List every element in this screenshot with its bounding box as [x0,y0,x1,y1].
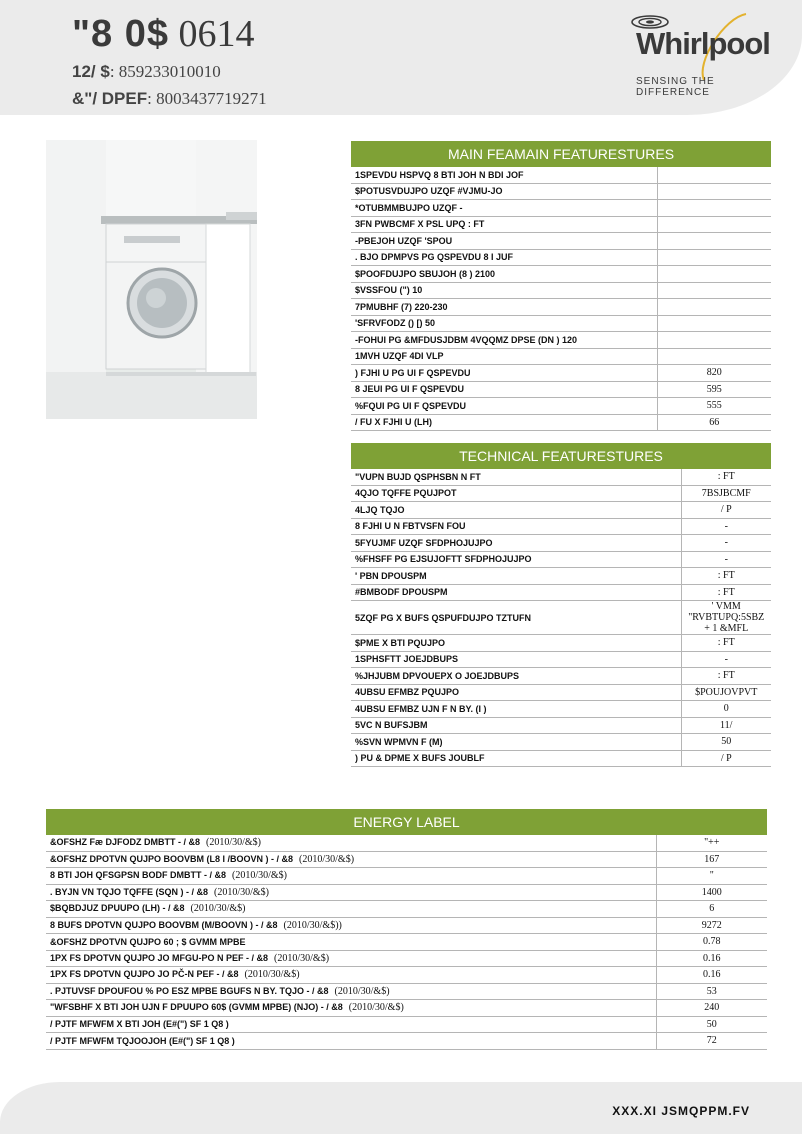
spec-label-text: ) PU & DPME X BUFS JOUBLF [355,753,485,764]
spec-label-text: &OFSHZ DPOTVN QUJPO BOOVBM (L8 I /BOOVN ) - / &8 [50,853,294,864]
spec-label [351,365,657,382]
spec-value: 50 [656,1016,767,1033]
spec-value [657,183,771,200]
spec-value [657,332,771,349]
table-row [351,266,771,283]
spec-value: - [681,535,771,552]
spec-label-text: 4LJQ TQJO [355,504,405,515]
spec-value: "++ [656,835,767,851]
whirlpool-logo [628,10,778,98]
spec-value [657,315,771,332]
table-row [351,734,771,751]
spec-label-text: 1MVH UZQF 4DI VLP [355,351,444,362]
spec-label-text: / PJTF MFWFM TQJOOJOH (E#(") SF 1 Q8 ) [50,1035,235,1046]
spec-label-suffix: (2010/30/&$) [348,1002,404,1014]
spec-label-text: . BJO DPMPVS PG QSPEVDU 8 I JUF [355,252,514,263]
table-row [351,568,771,585]
table-row [351,332,771,349]
spec-label [351,518,681,535]
table-row [351,216,771,233]
product-code-value: : 859233010010 [109,62,221,81]
spec-label [351,249,657,266]
spec-label-suffix: (2010/30/&$) [232,870,288,882]
spec-value: 0.78 [656,934,767,951]
spec-label-text: . PJTUVSF DPOUFOU % PO ESZ MPBE BGUFS N BY. TQJO - / &8 [50,985,329,996]
spec-value: ' VMM "RVBTUPQ:5SBZ + 1 &MFL [681,601,771,635]
spec-value: : FT [681,469,771,485]
spec-value: 9272 [656,917,767,934]
spec-label [351,750,681,767]
spec-label [46,983,656,1000]
main-features-header: MAIN FEAMAIN FEATURESTURES [351,141,771,167]
spec-label [351,485,681,502]
model-code [72,12,254,56]
table-row [351,348,771,365]
spec-label-text: ) FJHI U PG UI F QSPEVDU [355,367,471,378]
product-code-label: 12/ $ [72,62,110,81]
spec-label-suffix: (2010/30/&$) [206,837,261,849]
spec-label [351,348,657,365]
table-row [46,868,767,885]
table-row [351,365,771,382]
spec-value: 0.16 [656,950,767,967]
table-row [351,551,771,568]
spec-label [351,398,657,415]
table-row [46,983,767,1000]
spec-value: 11/ [681,717,771,734]
spec-label [351,568,681,585]
spec-label [46,868,656,885]
table-row [351,414,771,431]
spec-label-text: 1SPEVDU HSPVQ 8 BTI JOH N BDI JOF [355,169,524,180]
spec-label-text: "VUPN BUJD QSPHSBN N FT [355,471,481,482]
table-row [351,535,771,552]
spec-label [351,601,681,635]
spec-value: 50 [681,734,771,751]
spec-label [46,967,656,984]
spec-label-text: 1SPHSFTT JOEJDBUPS [355,654,459,665]
spec-label [46,835,656,851]
spec-label-text: -FOHUI PG &MFDUSJDBM 4VQQMZ DPSE (DN ) 120 [355,334,578,345]
spec-value: : FT [681,584,771,601]
spec-value: 240 [656,1000,767,1017]
table-row [351,502,771,519]
table-row [351,249,771,266]
spec-value: 66 [657,414,771,431]
spec-label [351,469,681,485]
spec-label [46,1016,656,1033]
spec-label-text: %SVN WPMVN F (M) [355,736,443,747]
table-row [351,200,771,217]
spec-label-text: 3FN PWBCMF X PSL UPQ : FT [355,219,485,230]
spec-value: : FT [681,668,771,685]
table-row [351,299,771,316]
spec-label-text: $POTUSVDUJPO UZQF #VJMU-JO [355,186,503,197]
spec-value [657,299,771,316]
table-row [351,651,771,668]
spec-label-text: #BMBODF DPOUSPM [355,587,448,598]
ean-code-label: &"/ DPEF [72,89,148,108]
spec-label-text: / FU X FJHI U (LH) [355,417,432,428]
spec-value: 53 [656,983,767,1000]
table-row [46,901,767,918]
table-row [351,485,771,502]
spec-value: : FT [681,568,771,585]
table-row [46,934,767,951]
table-row [351,584,771,601]
spec-label-text: $BQBDJUZ DPUUPO (LH) - / &8 [50,903,185,914]
spec-label-text: $VSSFOU (") 10 [355,285,423,296]
spec-label [351,216,657,233]
spec-value: 167 [656,851,767,868]
spec-value [657,233,771,250]
spec-label-text: 4UBSU EFMBZ PQUJPO [355,687,460,698]
spec-value: : FT [681,635,771,652]
technical-features-table [351,469,771,767]
spec-label [351,701,681,718]
table-row [46,851,767,868]
spec-label-text: 8 JEUI PG UI F QSPEVDU [355,384,465,395]
spec-label-text: 8 FJHI U N FBTVSFN FOU [355,521,466,532]
table-row [351,635,771,652]
spec-label [351,651,681,668]
spec-label-text: 8 BTI JOH QFSGPSN BODF DMBTT - / &8 [50,870,227,881]
spec-label [351,381,657,398]
spec-value: 595 [657,381,771,398]
table-row [351,381,771,398]
table-row [351,282,771,299]
spec-label-text: 1PX FS DPOTVN QUJPO JO PČ-N PEF - / &8 [50,969,239,980]
spec-label-text: -PBEJOH UZQF 'SPOU [355,235,453,246]
spec-label [351,299,657,316]
table-row [351,183,771,200]
spec-label [351,535,681,552]
spec-label [351,551,681,568]
spec-label-text: 8 BUFS DPOTVN QUJPO BOOVBM (M/BOOVN ) - / &8 [50,919,278,930]
table-row [351,701,771,718]
spec-value: 6 [656,901,767,918]
spec-label [351,414,657,431]
spec-label [351,717,681,734]
table-row [46,835,767,851]
washing-machine-image [46,140,257,419]
spec-label [351,332,657,349]
spec-label-text: / PJTF MFWFM X BTI JOH (E#(") SF 1 Q8 ) [50,1019,229,1030]
main-features-table [351,167,771,431]
spec-label [351,233,657,250]
spec-label [351,167,657,183]
spec-label-suffix: (2010/30/&$) [190,903,246,915]
energy-label-header: ENERGY LABEL [46,809,767,835]
spec-label [351,684,681,701]
spec-label-text: . BYJN VN TQJO TQFFE (SQN ) - / &8 [50,886,209,897]
spec-label-text: %JHJUBM DPVOUEPX O JOEJDBUPS [355,670,520,681]
spec-label [46,901,656,918]
spec-label [351,734,681,751]
spec-label [351,266,657,283]
spec-value: 555 [657,398,771,415]
spec-value: 820 [657,365,771,382]
spec-label-suffix: (2010/30/&$) [244,969,300,981]
spec-value: / P [681,750,771,767]
product-code-line [72,62,221,82]
spec-value [657,348,771,365]
spec-value: 1400 [656,884,767,901]
table-row [46,1033,767,1050]
spec-label [46,950,656,967]
spec-label-text: 4QJO TQFFE PQUJPOT [355,488,457,499]
table-row [351,398,771,415]
spec-label-text: 4UBSU EFMBZ UJN F N BY. (I ) [355,703,487,714]
spec-label-suffix: (2010/30/&$) [334,985,390,997]
spec-label-text: ' PBN DPOUSPM [355,570,427,581]
table-row [351,717,771,734]
spec-value: - [681,651,771,668]
spec-label [351,668,681,685]
spec-value [657,282,771,299]
spec-value [657,216,771,233]
spec-label-text: %FHSFF PG EJSUJOFTT SFDPHOJUJPO [355,554,532,565]
spec-label [351,584,681,601]
spec-label [46,851,656,868]
spec-label [351,282,657,299]
spec-value [657,167,771,183]
model-number: 0614 [178,13,255,55]
spec-label [351,635,681,652]
spec-label [351,200,657,217]
spec-label [46,1000,656,1017]
logo-tagline: SENSING THE DIFFERENCE [636,76,715,98]
spec-value [657,249,771,266]
table-row [351,167,771,183]
spec-label-text: 5VC N BUFSJBM [355,720,428,731]
spec-label [46,917,656,934]
spec-label-suffix: (2010/30/&$)) [283,919,342,931]
table-row [46,950,767,967]
product-photo [46,140,257,419]
spec-label [46,884,656,901]
spec-label [351,315,657,332]
spec-label-text: 7PMUBHF (7) 220-230 [355,301,448,312]
spec-label-text: 1PX FS DPOTVN QUJPO JO MFGU-PO N PEF - / &8 [50,952,269,963]
table-row [351,668,771,685]
spec-value: 7BSJBCMF [681,485,771,502]
table-row [351,315,771,332]
table-row [46,884,767,901]
spec-value: 0 [681,701,771,718]
spec-label [351,502,681,519]
spec-value: - [681,551,771,568]
energy-label-table [46,835,767,1050]
spec-label-text: 5ZQF PG X BUFS QSPUFDUJPO TZTUFN [355,612,532,623]
ean-code-value: : 8003437719271 [147,89,267,108]
table-row [351,601,771,635]
logo-wordmark: Whirlpool [636,26,770,61]
spec-value: / P [681,502,771,519]
table-row [46,1000,767,1017]
table-row [351,684,771,701]
spec-label-text: *OTUBMMBUJPO UZQF - [355,202,463,213]
technical-features-header: TECHNICAL FEATURESTURES [351,443,771,469]
spec-label-text: &OFSHZ DPOTVN QUJPO 60 ; $ GVMM MPBE [50,936,246,947]
spec-label-text: "WFSBHF X BTI JOH UJN F DPUUPO 60$ (GVMM MPBE) (NJO) - / &8 [50,1002,343,1013]
spec-label-text: 'SFRVFODZ () [) 50 [355,318,435,329]
spec-label [46,1033,656,1050]
spec-label-suffix: (2010/30/&$) [214,886,270,898]
spec-value: 72 [656,1033,767,1050]
spec-label-text: $POOFDUJPO SBUJOH (8 ) 2100 [355,268,496,279]
spec-value: " [656,868,767,885]
spec-value: $POUJOVPVT [681,684,771,701]
spec-label-suffix: (2010/30/&$) [274,952,330,964]
ean-code-line [72,89,267,109]
spec-label-text: %FQUI PG UI F QSPEVDU [355,400,467,411]
footer-url: XXX.XI JSMQPPM.FV [612,1104,750,1118]
spec-value: 0.16 [656,967,767,984]
spec-label-text: 5FYUJMF UZQF SFDPHOJUJPO [355,537,493,548]
table-row [46,1016,767,1033]
table-row [46,917,767,934]
table-row [351,518,771,535]
spec-value [657,200,771,217]
spec-label [46,934,656,951]
table-row [351,233,771,250]
table-row [46,967,767,984]
spec-label-text: $PME X BTI PQUJPO [355,637,446,648]
spec-value [657,266,771,283]
spec-value: - [681,518,771,535]
model-prefix: "8 0$ [72,13,169,55]
spec-label-suffix: (2010/30/&$) [299,853,355,865]
table-row [351,469,771,485]
spec-label-text: &OFSHZ Fæ DJFODZ DMBTT - / &8 [50,837,200,848]
table-row [351,750,771,767]
spec-label [351,183,657,200]
